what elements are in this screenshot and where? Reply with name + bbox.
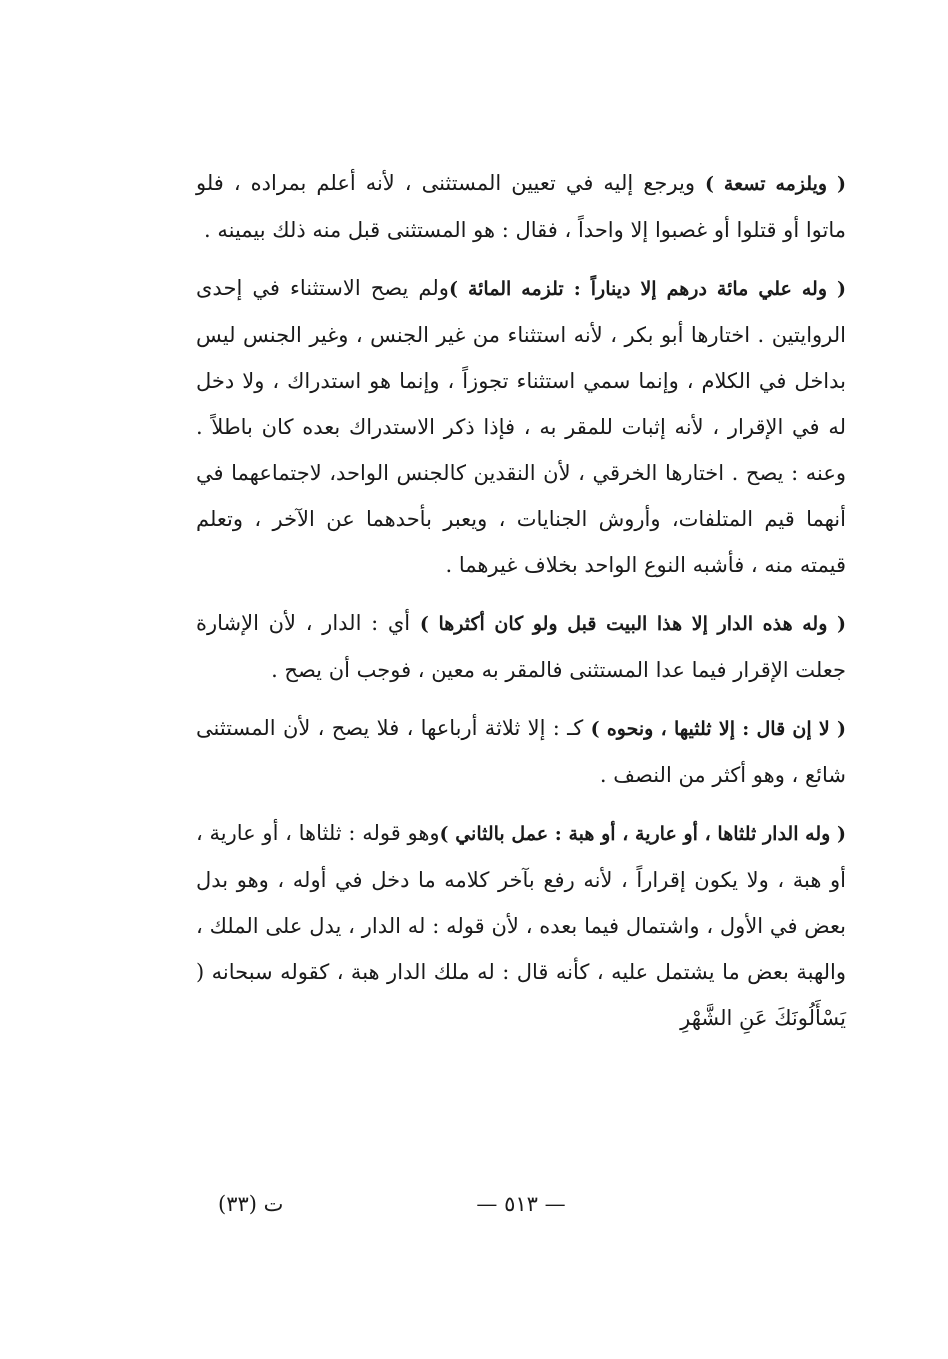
page-footer xyxy=(196,1192,846,1232)
paragraph-1-quote: ( ويلزمه تسعة ) xyxy=(704,173,846,195)
paragraph-2 xyxy=(196,265,846,588)
paragraph-4-quote: ( لا إن قال : إلا ثلثيها ، ونحوه ) xyxy=(590,718,847,740)
page-body xyxy=(196,160,846,1053)
paragraph-2-quote: ( وله علي مائة درهم إلا ديناراً : تلزمه المائة ) xyxy=(448,278,846,300)
paragraph-5-text: وهو قوله : ثلثاها ، أو عارية ، أو هبة ، ولا يكون إقراراً ، لأنه رفع بآخر كلامه ما دخل في أوله ، وهو بدل بعض في الأول ، واشتمال فيما بعده ، لأن قوله : له الدار ، يدل على الملك ، والهبة بعض ما يشتمل عليه ، كأنه قال : له ملك الدار هبة ، كقوله سبحانه ( يَسْأَلُونَكَ عَنِ الشَّهْرِ xyxy=(196,821,846,1030)
paragraph-2-text: ولم يصح الاستثناء في إحدى الروايتين . اختارها أبو بكر ، لأنه استثناء من غير الجنس ، وغير الجنس ليس بداخل في الكلام ، وإنما سمي استثناء تجوزاً ، وإنما هو استدراك ، ولا دخل له في الإقرار ، لأنه إثبات للمقر به ، فإذا ذكر الاستدراك بعده كان باطلاً . وعنه : يصح . اختارها الخرقي ، لأن النقدين كالجنس الواحد، لاجتماعهما في أنهما قيم المتلفات، وأروش الجنايات ، ويعبر بأحدهما عن الآخر ، وتعلم قيمته منه ، فأشبه النوع الواحد بخلاف غيرهما . xyxy=(196,276,846,577)
paragraph-4-text: كـ : إلا ثلاثة أرباعها ، فلا يصح ، لأن المستثنى شائع ، وهو أكثر من النصف . xyxy=(196,716,846,787)
signature-mark: ت (٣٣) xyxy=(218,1192,284,1216)
paragraph-3-text: أي : الدار ، لأن الإشارة جعلت الإقرار فيما عدا المستثنى فالمقر به معين ، فوجب أن يصح . xyxy=(196,611,846,682)
page-number: — ٥١٣ — xyxy=(476,1192,566,1216)
paragraph-5-quote: ( وله الدار ثلثاها ، أو عارية ، أو هبة : عمل بالثاني ) xyxy=(439,823,846,845)
paragraph-1 xyxy=(196,160,846,253)
paragraph-3 xyxy=(196,600,846,693)
paragraph-1-text: ويرجع إليه في تعيين المستثنى ، لأنه أعلم بمراده ، فلو ماتوا أو قتلوا أو غصبوا إلا واحداً ، فقال : هو المستثنى قبل منه ذلك بيمينه . xyxy=(196,171,846,242)
paragraph-4 xyxy=(196,705,846,798)
paragraph-3-quote: ( وله هذه الدار إلا هذا البيت قبل ولو كان أكثرها ) xyxy=(419,613,846,635)
paragraph-5 xyxy=(196,810,846,1041)
